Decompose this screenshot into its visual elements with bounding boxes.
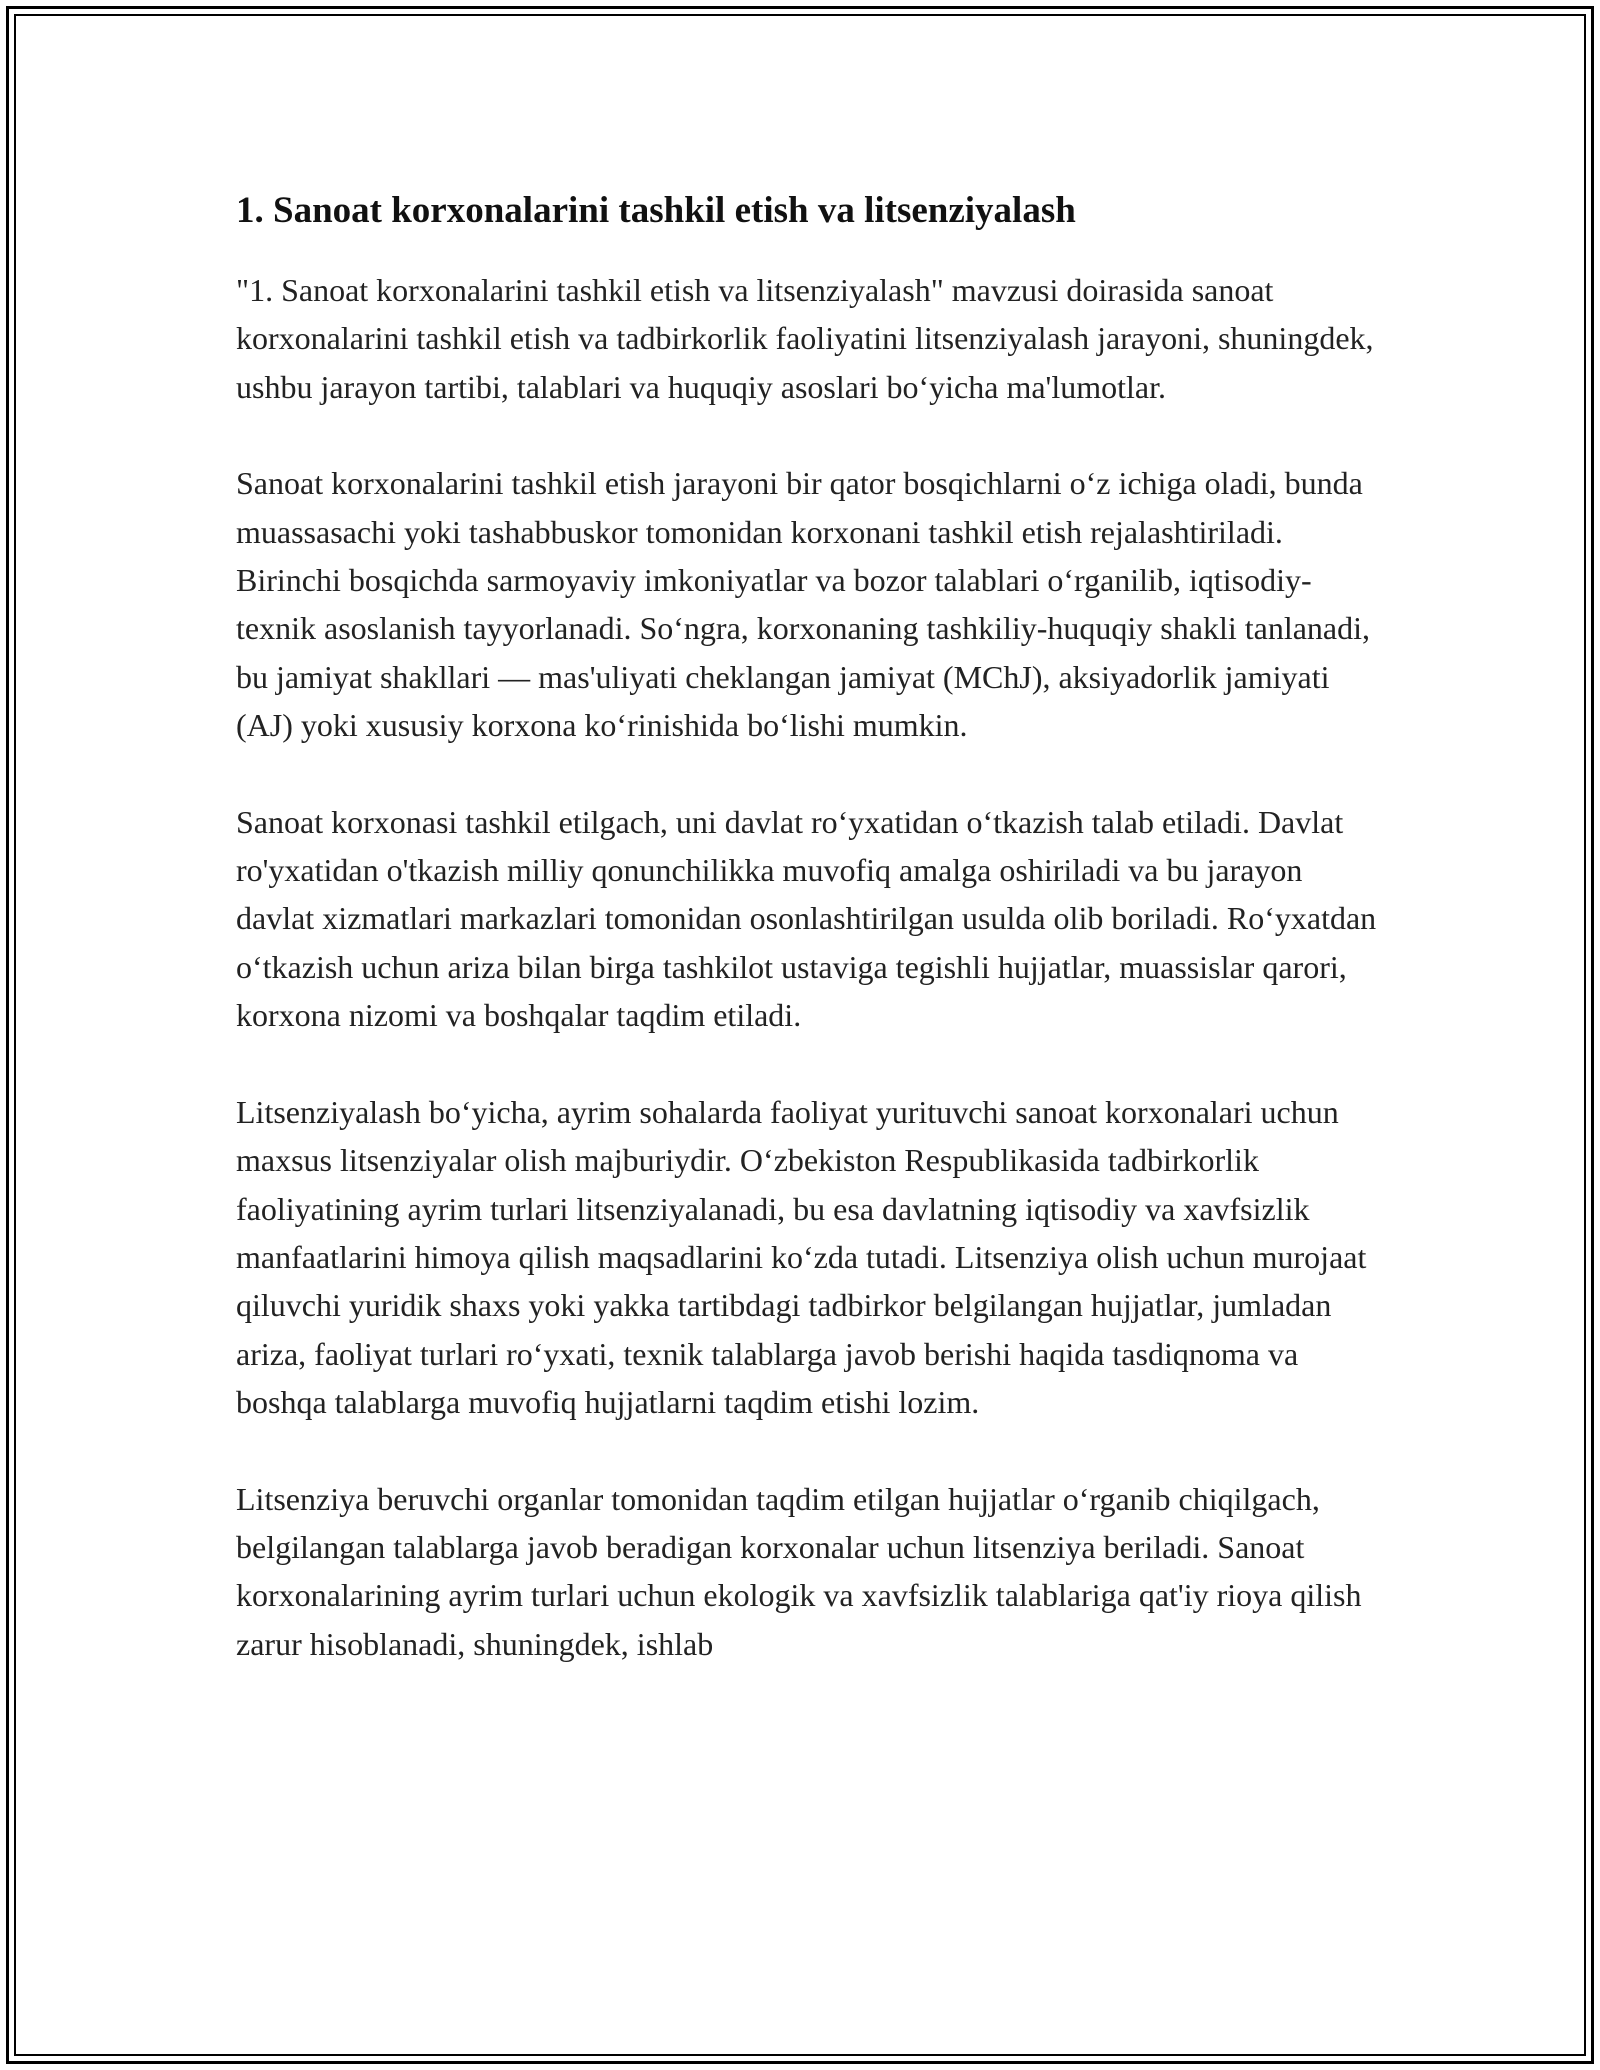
paragraph-2: Sanoat korxonalarini tashkil etish jarayoni bir qator bosqichlarni o‘z ichiga oladi, bunda muassasachi yoki tashabbuskor tomonidan korxonani tashkil etish rejalashtiriladi. Birinchi bosqichda sarmoyaviy imkoniyatlar va bozor talablari o‘rganilib, iqtisodiy-texnik asoslanish tayyorlanadi. So‘ngra, korxonaning tashkiliy-huquqiy shakli tanlanadi, bu jamiyat shakllari — mas'uliyati cheklangan jamiyat (MChJ), aksiyadorlik jamiyati (AJ) yoki xususiy korxona ko‘rinishida bo‘lishi mumkin. xyxy=(236,465,1371,744)
paragraph-4: Litsenziyalash bo‘yicha, ayrim sohalarda faoliyat yurituvchi sanoat korxonalari uchun maxsus litsenziyalar olish majburiydir. O‘zbekiston Respublikasida tadbirkorlik faoliyatining ayrim turlari litsenziyalanadi, bu esa davlatning iqtisodiy va xavfsizlik manfaatlarini himoya qilish maqsadlarini ko‘zda tutadi. Litsenziya olish uchun murojaat qiluvchi yuridik shaxs yoki yakka tartibdagi tadbirkor belgilangan hujjatlar, jumladan ariza, faoliyat turlari ro‘yxati, texnik talablarga javob berishi haqida tasdiqnoma va boshqa talablarga muvofiq hujjatlarni taqdim etishi lozim. xyxy=(236,1093,1367,1421)
document-title: 1. Sanoat korxonalarini tashkil etish va litsenziyalash xyxy=(236,190,1076,231)
paragraph-3: Sanoat korxonasi tashkil etilgach, uni davlat ro‘yxatidan o‘tkazish talab etiladi. Davlat ro'yxatidan o'tkazish milliy qonunchilikka muvofiq amalga oshiriladi va bu jarayon davlat xizmatlari markazlari tomonidan osonlashtirilgan usulda olib boriladi. Ro‘yxatdan o‘tkazish uchun ariza bilan birga tashkilot ustaviga tegishli hujjatlar, muassislar qarori, korxona nizomi va boshqalar taqdim etiladi. xyxy=(236,803,1377,1034)
paragraph-5: Litsenziya beruvchi organlar tomonidan taqdim etilgan hujjatlar o‘rganib chiqilgach, belgilangan talablarga javob beradigan korxonalar uchun litsenziya beriladi. Sanoat korxonalarining ayrim turlari uchun ekologik va xavfsizlik talablariga qat'iy rioya qilish zarur hisoblanadi, shuningdek, ishlab xyxy=(236,1480,1362,1662)
document-body xyxy=(236,186,1386,1716)
paragraph-1: "1. Sanoat korxonalarini tashkil etish va litsenziyalash" mavzusi doirasida sanoat korxonalarini tashkil etish va tadbirkorlik faoliyatini litsenziyalash jarayoni, shuningdek, ushbu jarayon tartibi, talablari va huquqiy asoslari bo‘yicha ma'lumotlar. xyxy=(236,272,1374,405)
